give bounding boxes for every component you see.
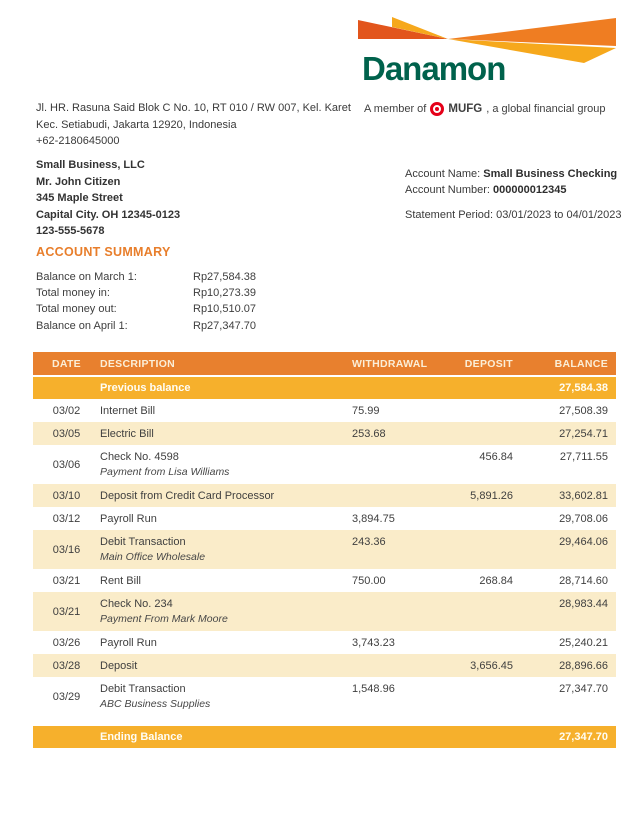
- transaction-row: [33, 445, 616, 484]
- customer-street: 345 Maple Street: [36, 192, 123, 204]
- transaction-row: [33, 654, 616, 677]
- description-text: Deposit from Credit Card Processor: [100, 489, 275, 502]
- cell-balance: 28,896.66: [559, 659, 608, 672]
- bank-address: [36, 100, 351, 150]
- cell-withdrawal: 253.68: [352, 427, 386, 440]
- cell-balance: 29,708.06: [559, 512, 608, 525]
- brand-tagline: [364, 102, 618, 116]
- summary-row: [36, 269, 256, 285]
- description-text: Deposit: [100, 659, 138, 672]
- transaction-row: [33, 484, 616, 507]
- cell-balance: 27,508.39: [559, 404, 608, 417]
- cell-withdrawal: [342, 592, 447, 598]
- cell-deposit: 5,891.26: [470, 489, 513, 502]
- description-text: Internet Bill: [100, 404, 156, 417]
- statement-period-value: 03/01/2023 to 04/01/2023: [496, 209, 622, 221]
- header-balance: BALANCE: [554, 357, 608, 370]
- danamon-logo-graphic: [356, 16, 618, 98]
- cell-date: 03/21: [52, 605, 81, 618]
- statement-period-row: [405, 207, 622, 223]
- summary-label: Total money in:: [36, 287, 110, 300]
- cell-date: 03/16: [52, 543, 81, 556]
- description-text: Payroll Run: [100, 512, 157, 525]
- customer-phone: 123-555-5678: [36, 225, 105, 237]
- cell-withdrawal: 243.36: [352, 536, 386, 548]
- ending-balance-value: 27,347.70: [559, 731, 608, 743]
- cell-date: 03/21: [52, 574, 81, 587]
- transactions-body: [33, 399, 616, 716]
- ending-balance-row: [33, 726, 616, 748]
- transaction-row: [33, 422, 616, 445]
- header-withdrawal: WITHDRAWAL: [352, 357, 428, 370]
- cell-balance: 25,240.21: [559, 636, 608, 649]
- description-text: Check No. 4598: [100, 451, 179, 463]
- table-header-row: [33, 352, 616, 375]
- transaction-row: [33, 399, 616, 422]
- bank-address-line: Kec. Setiabudi, Jakarta 12920, Indonesia: [36, 118, 237, 131]
- cell-description: [100, 405, 342, 417]
- header-date: DATE: [51, 357, 81, 370]
- description-text: Electric Bill: [100, 427, 154, 440]
- cell-date: 03/10: [52, 489, 81, 502]
- transaction-row: [33, 507, 616, 530]
- transactions-table: [33, 352, 616, 748]
- account-name-row: [405, 166, 622, 182]
- ending-balance-label: Ending Balance: [100, 731, 183, 743]
- cell-date: 03/29: [52, 690, 81, 703]
- summary-value: Rp27,584.38: [193, 271, 256, 283]
- cell-balance: 27,254.71: [559, 427, 608, 440]
- description-note: Payment from Lisa Williams: [100, 466, 230, 478]
- transaction-row: [33, 631, 616, 654]
- cell-balance: 27,347.70: [559, 683, 608, 695]
- description-note: ABC Business Supplies: [100, 698, 211, 710]
- tagline-prefix: A member of: [364, 103, 427, 115]
- cell-deposit: 456.84: [479, 451, 513, 463]
- cell-withdrawal: 750.00: [352, 574, 386, 587]
- cell-date: 03/05: [52, 427, 81, 440]
- customer-address: [36, 157, 180, 240]
- description-text: Payroll Run: [100, 636, 157, 649]
- danamon-logo: [356, 16, 618, 115]
- cell-deposit: [447, 530, 517, 536]
- statement-period-label: Statement Period:: [405, 209, 494, 221]
- cell-balance: 29,464.06: [559, 536, 608, 548]
- summary-value: Rp27,347.70: [193, 319, 256, 332]
- summary-row: [36, 285, 256, 301]
- cell-deposit: [447, 677, 517, 683]
- previous-balance-row: [33, 377, 616, 399]
- cell-description: [100, 683, 342, 710]
- previous-balance-label: Previous balance: [100, 382, 191, 394]
- cell-balance: 28,714.60: [559, 574, 608, 587]
- description-note: Main Office Wholesale: [100, 551, 206, 563]
- customer-name: Small Business, LLC: [36, 159, 145, 171]
- description-text: Check No. 234: [100, 598, 173, 610]
- cell-date: 03/12: [52, 512, 81, 525]
- cell-deposit: 3,656.45: [470, 659, 513, 672]
- cell-date: 03/28: [52, 659, 81, 672]
- bank-address-line: Jl. HR. Rasuna Said Blok C No. 10, RT 010 / RW 007, Kel. Karet: [36, 102, 351, 114]
- customer-contact: Mr. John Citizen: [36, 175, 121, 188]
- cell-balance: 28,983.44: [559, 598, 608, 610]
- summary-value: Rp10,273.39: [193, 287, 256, 300]
- cell-balance: 27,711.55: [559, 451, 608, 463]
- summary-row: [36, 318, 256, 334]
- summary-value: Rp10,510.07: [193, 303, 256, 316]
- account-number-value: 000000012345: [493, 184, 567, 196]
- cell-description: [100, 598, 342, 625]
- cell-withdrawal: 75.99: [352, 404, 380, 417]
- tagline-mufg: MUFG: [448, 103, 483, 115]
- cell-date: 03/06: [52, 458, 81, 471]
- header-deposit: DEPOSIT: [464, 357, 513, 370]
- cell-withdrawal: [342, 445, 447, 451]
- cell-withdrawal: 3,743.23: [352, 636, 395, 649]
- transaction-row: [33, 677, 616, 716]
- summary-label: Balance on April 1:: [36, 319, 128, 332]
- cell-balance: 33,602.81: [559, 489, 608, 502]
- description-note: Payment From Mark Moore: [100, 613, 228, 625]
- cell-withdrawal: 3,894.75: [352, 512, 395, 525]
- transaction-row: [33, 569, 616, 592]
- account-number-row: [405, 182, 622, 198]
- header-description: DESCRIPTION: [100, 357, 176, 370]
- mufg-icon: [430, 102, 444, 116]
- account-info: [405, 166, 622, 223]
- cell-deposit: 268.84: [479, 574, 513, 587]
- account-number-label: Account Number:: [405, 184, 490, 196]
- cell-date: 03/02: [52, 404, 81, 417]
- bank-address-line: +62-2180645000: [36, 135, 120, 147]
- previous-balance-value: 27,584.38: [559, 382, 608, 394]
- summary-row: [36, 301, 256, 317]
- cell-description: [100, 513, 342, 525]
- transaction-row: [33, 530, 616, 569]
- cell-description: [100, 660, 342, 672]
- customer-city: Capital City. OH 12345-0123: [36, 208, 181, 221]
- description-text: Debit Transaction: [100, 536, 186, 548]
- cell-withdrawal: 1,548.96: [352, 683, 395, 695]
- cell-description: [100, 490, 342, 502]
- cell-deposit: [447, 592, 517, 598]
- description-text: Rent Bill: [100, 574, 141, 587]
- cell-description: [100, 637, 342, 649]
- description-text: Debit Transaction: [100, 683, 186, 695]
- cell-description: [100, 575, 342, 587]
- danamon-wordmark: Danamon: [362, 50, 506, 87]
- account-name-value: Small Business Checking: [483, 168, 618, 180]
- account-name-label: Account Name:: [405, 168, 481, 180]
- account-summary-title: ACCOUNT SUMMARY: [36, 245, 171, 259]
- cell-description: [100, 451, 342, 478]
- cell-date: 03/26: [52, 636, 81, 649]
- cell-description: [100, 536, 342, 563]
- transaction-row: [33, 592, 616, 631]
- summary-label: Total money out:: [36, 303, 117, 316]
- cell-description: [100, 428, 342, 440]
- account-summary: [36, 245, 256, 334]
- summary-label: Balance on March 1:: [36, 271, 137, 283]
- tagline-suffix: , a global financial group: [486, 103, 606, 115]
